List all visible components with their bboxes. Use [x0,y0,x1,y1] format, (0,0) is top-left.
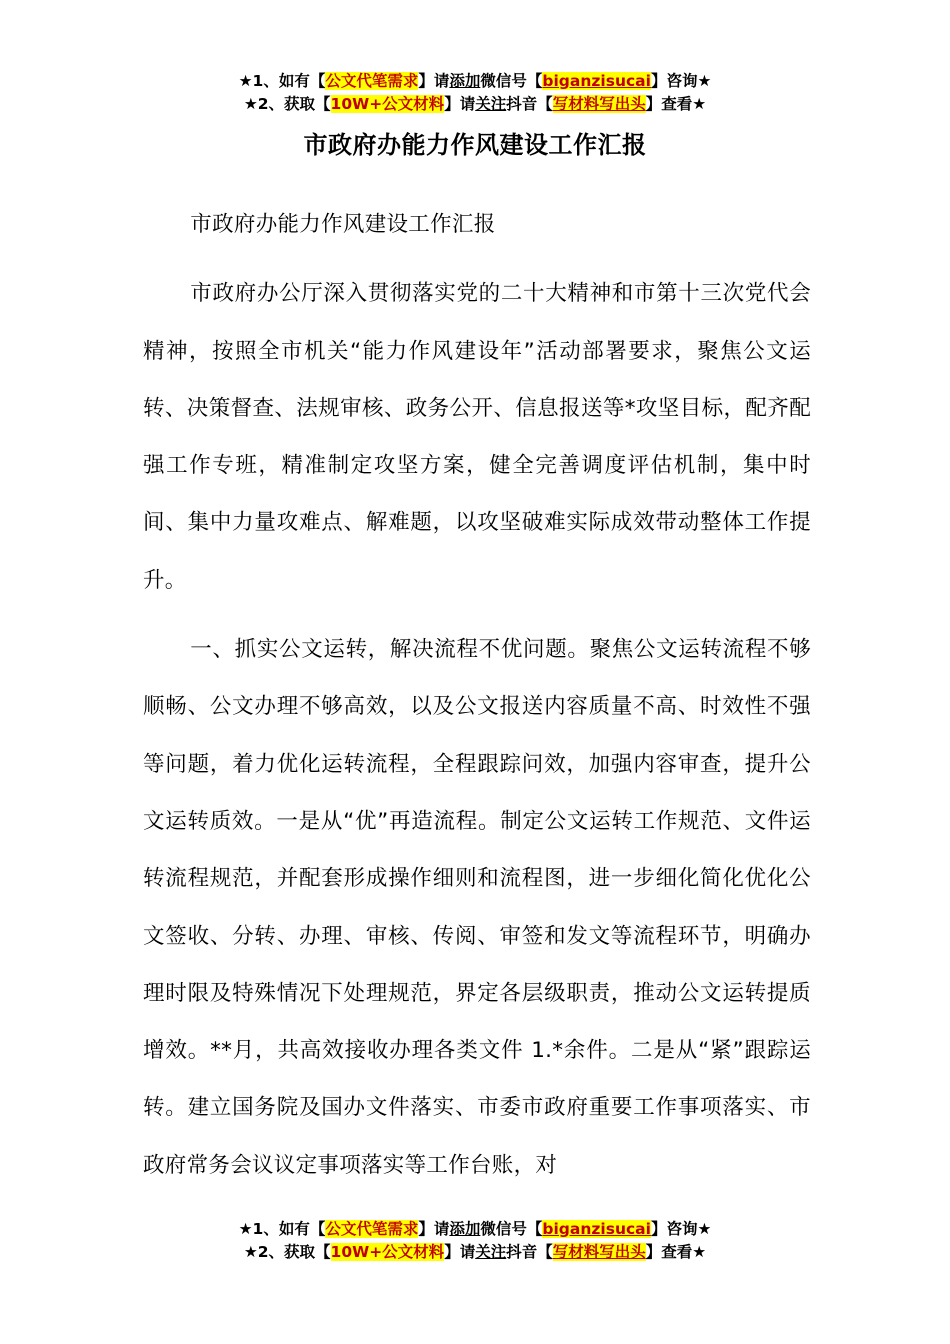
header-banner [0,70,950,116]
banner-underlined-add: 添加 [449,1220,481,1238]
footer-banner-line-2 [0,1241,950,1264]
banner-text: ★1、如有【 [238,72,326,90]
document-body [143,196,811,1194]
banner-text: 抖音【 [506,1243,553,1261]
banner-text: 】咨询★ [650,1220,712,1238]
body-paragraph-section-1: 一、抓实公文运转，解决流程不优问题。聚焦公文运转流程不够顺畅、公文办理不够高效，以及公文报送内容质量不高、时效性不强等问题，着力优化运转流程，全程跟踪问效，加强内容审查，提升公文运转质效。一是从“优”再造流程。制定公文运转工作规范、文件运转流程规范，并配套形成操作细则和流程图，进一步细化简化优化公文签收、分转、办理、审核、传阅、审签和发文等流程环节，明确办理时限及特殊情况下处理规范，界定各层级职责，推动公文运转提质增效。**月，共高效接收办理各类文件 1.*余件。二是从“紧”跟踪运转。建立国务院及国办文件落实、市委市政府重要工作事项落实、市政府常务会议议定事项落实等工作台账，对 [143,637,811,1178]
body-paragraph-intro: 市政府办公厅深入贯彻落实党的二十大精神和市第十三次党代会精神，按照全市机关“能力作风建设年”活动部署要求，聚焦公文运转、决策督查、法规审核、政务公开、信息报送等*攻坚目标，配齐配强工作专班，精准制定攻坚方案，健全完善调度评估机制，集中时间、集中力量攻难点、解难题，以攻坚破难实际成效带动整体工作提升。 [143,281,811,593]
banner-text: 】查看★ [645,95,707,113]
banner-highlight-service: 公文代笔需求 [325,1220,419,1238]
banner-text: 】请 [444,1243,476,1261]
header-banner-line-2 [0,93,950,116]
banner-highlight-materials: 10W+公文材料 [330,95,445,113]
banner-text: 】请 [418,72,450,90]
banner-highlight-service: 公文代笔需求 [325,72,419,90]
banner-highlight-materials: 10W+公文材料 [330,1243,445,1261]
banner-text: 】查看★ [645,1243,707,1261]
wechat-id-link[interactable]: biganzisucai [542,72,651,90]
banner-text: ★1、如有【 [238,1220,326,1238]
banner-text: ★2、获取【 [243,95,331,113]
banner-underlined-add: 添加 [449,72,481,90]
banner-text: 抖音【 [506,95,553,113]
header-banner-line-1 [0,70,950,93]
banner-text: ★2、获取【 [243,1243,331,1261]
banner-text: 】请 [444,95,476,113]
banner-text: 微信号【 [480,72,543,90]
banner-text: 】咨询★ [650,72,712,90]
body-paragraph-heading: 市政府办能力作风建设工作汇报 [190,212,496,237]
banner-underlined-follow: 关注 [475,1243,507,1261]
douyin-account-link[interactable]: 写材料写出头 [552,1243,646,1261]
document-title: 市政府办能力作风建设工作汇报 [303,131,647,159]
banner-text: 微信号【 [480,1220,543,1238]
banner-text: 】请 [418,1220,450,1238]
footer-banner-line-1 [0,1218,950,1241]
douyin-account-link[interactable]: 写材料写出头 [552,95,646,113]
banner-underlined-follow: 关注 [475,95,507,113]
footer-banner [0,1218,950,1264]
wechat-id-link[interactable]: biganzisucai [542,1220,651,1238]
